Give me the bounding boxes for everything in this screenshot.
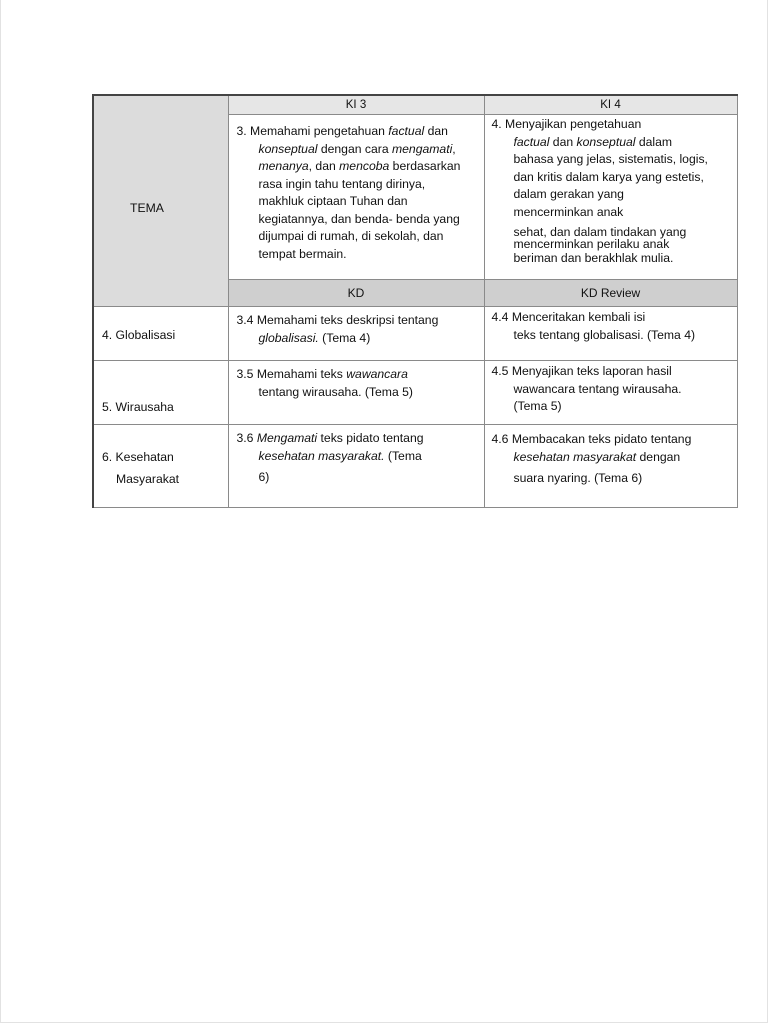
tema-cell: [93, 361, 228, 425]
curriculum-table: [92, 94, 738, 508]
ki3-line: 3. Memahami pengetahuan factual dan: [236, 124, 448, 138]
kd-cell: [228, 307, 484, 361]
ki4-header-cell: [484, 95, 737, 115]
ki4-line: dan kritis dalam karya yang estetis,: [513, 169, 704, 184]
table-row: [93, 425, 737, 508]
kd-line: 3.4 Memahami teks deskripsi tentang: [236, 313, 439, 327]
kd-line: tentang wirausaha. (Tema 5): [258, 384, 413, 399]
ki3-line: makhluk ciptaan Tuhan dan: [258, 194, 408, 208]
ki4-line: 4. Menyajikan pengetahuan: [491, 117, 642, 131]
tema-label: 6. Kesehatan: [102, 450, 174, 464]
kd-review-header-cell: [484, 280, 737, 307]
kd-header-cell: [228, 280, 484, 307]
ki3-line: konseptual dengan cara mengamati,: [258, 141, 456, 156]
ki4-header-label: KI 4: [600, 99, 621, 111]
table-row: [93, 307, 737, 361]
review-line: 4.4 Menceritakan kembali isi: [491, 310, 646, 324]
kd-cell: [228, 425, 484, 508]
ki4-line: dalam gerakan yang: [513, 187, 624, 201]
ki4-line: factual dan konseptual dalam: [513, 134, 673, 149]
tema-cell: [93, 425, 228, 508]
tema-header-label: TEMA: [130, 201, 164, 216]
kd-line: 3.6 Mengamati teks pidato tentang: [236, 431, 424, 445]
kd-line: kesehatan masyarakat. (Tema: [258, 448, 422, 463]
kd-cell: [228, 361, 484, 425]
kd-review-cell: [484, 307, 737, 361]
ki3-line: tempat bermain.: [258, 246, 347, 261]
tema-header-cell: [93, 95, 228, 307]
ki4-description-cell: [484, 115, 737, 280]
kd-header-label: KD: [347, 286, 365, 300]
ki4-line: sehat, dan dalam tindakan yang: [513, 225, 687, 239]
ki3-description-cell: [228, 115, 484, 280]
curriculum-table-container: [92, 94, 736, 486]
kd-review-cell: [484, 425, 737, 508]
table-row: [93, 361, 737, 425]
ki3-line: dijumpai di rumah, di sekolah, dan: [258, 229, 444, 243]
ki3-line: kegiatannya, dan benda- benda yang: [258, 211, 460, 226]
tema-cell: [93, 307, 228, 361]
review-line: teks tentang globalisasi. (Tema 4): [513, 327, 696, 342]
ki4-line: mencerminkan anak: [513, 204, 624, 219]
ki3-header-cell: [228, 95, 484, 115]
ki3-line: menanya, dan mencoba berdasarkan: [258, 159, 461, 173]
kd-review-cell: [484, 361, 737, 425]
review-line: suara nyaring. (Tema 6): [513, 471, 643, 485]
review-line: 4.6 Membacakan teks pidato tentang: [491, 432, 692, 446]
tema-label: 4. Globalisasi: [102, 328, 176, 342]
ki3-header-label: KI 3: [345, 99, 367, 111]
ki4-line: bahasa yang jelas, sistematis, logis,: [513, 152, 708, 166]
ki4-line: mencerminkan perilaku anak: [513, 237, 670, 251]
kd-review-header-label: KD Review: [580, 286, 641, 300]
tema-label: Masyarakat: [116, 471, 179, 486]
review-line: wawancara tentang wirausaha.: [513, 381, 682, 396]
review-line: kesehatan masyarakat dengan: [513, 449, 681, 464]
tema-label: 5. Wirausaha: [102, 400, 174, 414]
kd-line: 6): [258, 470, 270, 484]
kd-line: 3.5 Memahami teks wawancara: [236, 367, 408, 381]
ki3-line: rasa ingin tahu tentang dirinya,: [258, 176, 426, 191]
review-line: 4.5 Menyajikan teks laporan hasil: [491, 364, 672, 378]
ki4-line: beriman dan berakhlak mulia.: [513, 251, 674, 265]
kd-line: globalisasi. (Tema 4): [258, 330, 371, 345]
review-line: (Tema 5): [513, 399, 562, 413]
